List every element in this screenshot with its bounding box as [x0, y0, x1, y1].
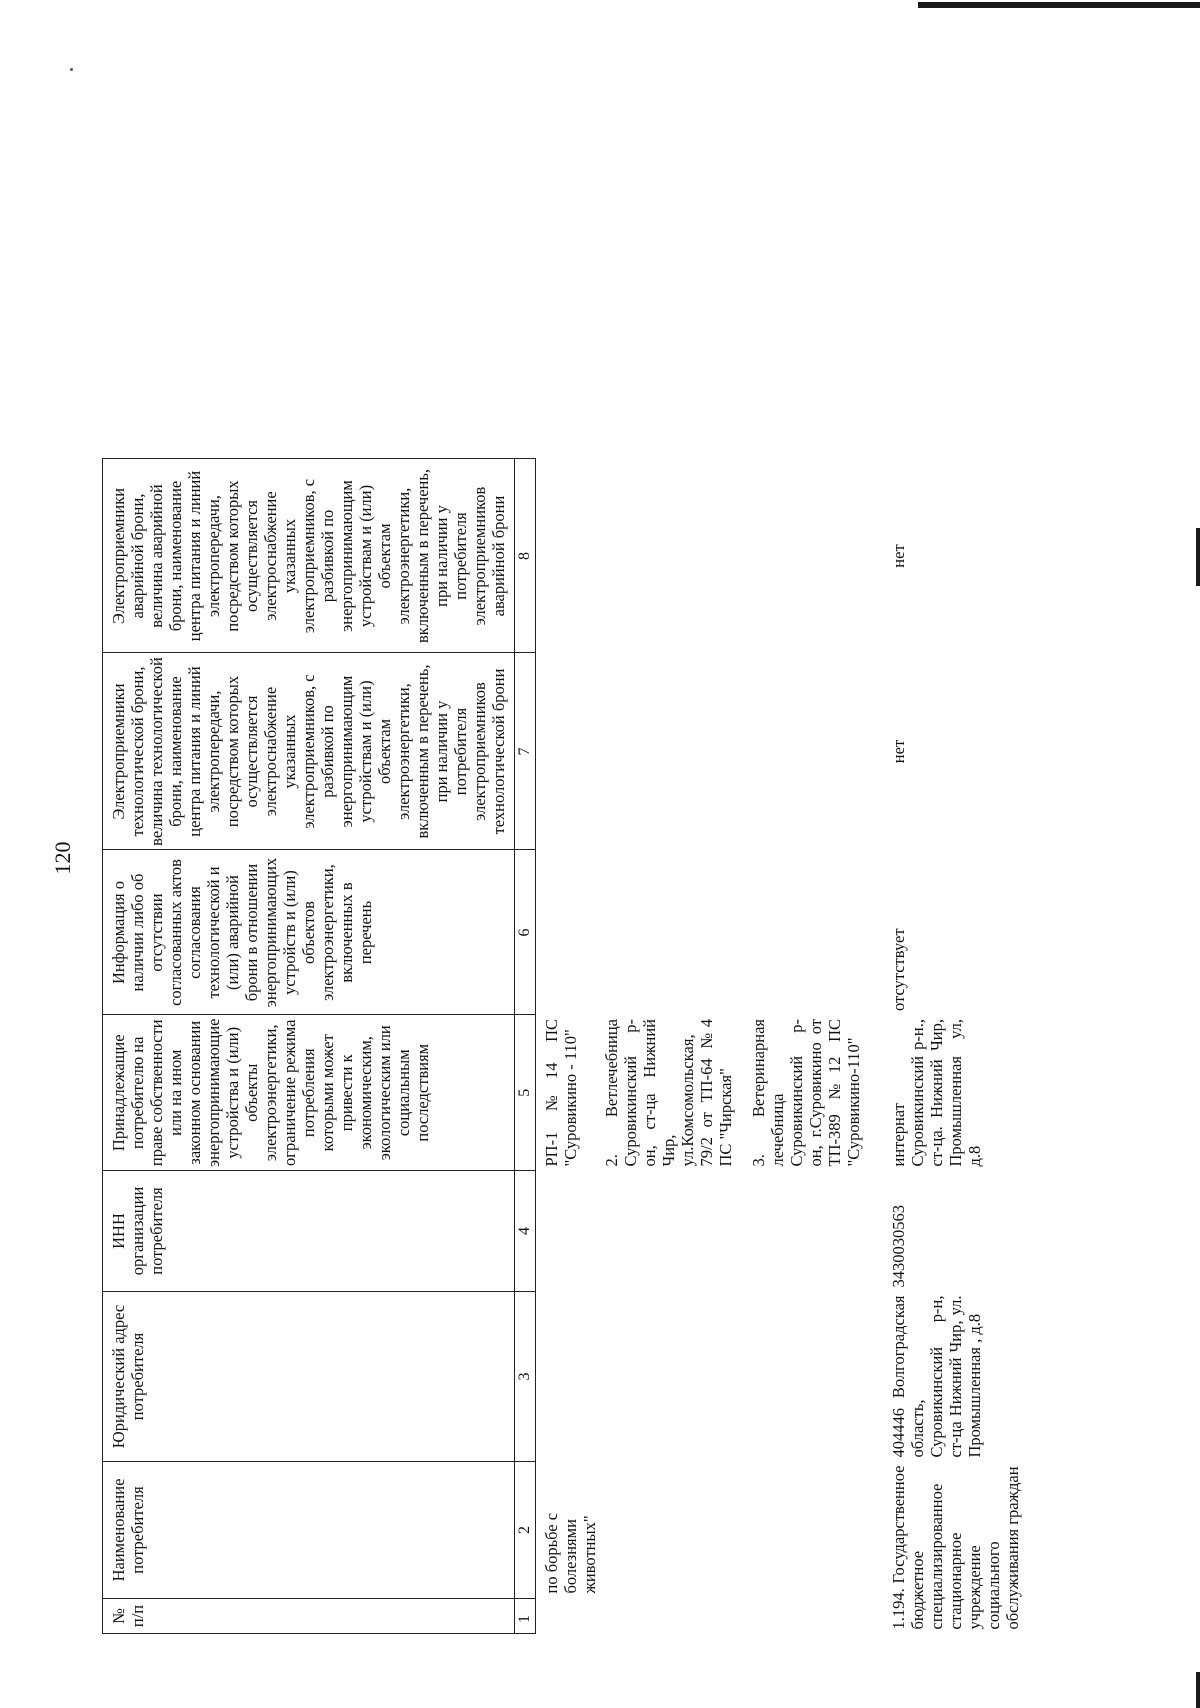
row-acts: отсутствует — [889, 928, 908, 1011]
header-consumer-name: Наименование потребителя — [103, 1462, 515, 1599]
row-objects: интернат Суровикинский р-н., ст-ца. Нижний Чир, Промышленная ул, д.8 — [889, 1019, 984, 1167]
header-legal-address: Юридический адрес потребителя — [103, 1292, 515, 1462]
consumer-table — [102, 265, 1028, 1635]
continuation-object-1: РП-1 №14 ПС "Суровикино - 110" — [542, 1019, 580, 1167]
header-objects: Принадлежащие потребителю на праве собственности или на ином законном основании энергопринимающие устройства и (или) объекты электроэнергетики, ограничение режима потребления которыми может привести к экономическим, экологическим или социальным последствиям — [103, 1015, 515, 1171]
row-legal-address: 404446 Волгоградская область, Суровикинский р-н, ст-ца Нижний Чир, ул. Промышленная , д.8 — [889, 1295, 984, 1458]
column-number: 5 — [515, 1015, 536, 1171]
column-number-row — [515, 265, 536, 1634]
row-tech-reserve: нет — [889, 739, 908, 764]
row-inn: 3430030563 — [889, 1205, 908, 1288]
header-tech-reserve: Электроприемники технологической брони, величина технологической брони, наименование центра питания и линий электропередачи, посредством которых осуществляется электроснабжение указанных электроприемников, с разбивкой по энергопринимающим устройствам и (или) объектам электроэнергетики, включенным в перечень, при наличии у потребителя электроприемников технологической брони — [103, 653, 515, 850]
continuation-row — [536, 265, 884, 1634]
column-number: 6 — [515, 850, 536, 1015]
column-number: 4 — [515, 1171, 536, 1292]
row-number-and-name — [883, 1462, 1028, 1634]
scan-speck — [70, 68, 73, 71]
row-number: 1.194. — [889, 1588, 908, 1630]
header-emergency-reserve: Электроприемники аварийной брони, величина аварийной брони, наименование центра питания и линий электропередачи, посредством которых осуществляется электроснабжение указанных электроприемников, с разбивкой по энергопринимающим устройствам и (или) объектам электроэнергетики, включенным в перечень, при наличии у потребителя электроприемников аварийной брони — [103, 459, 515, 653]
continuation-name-tail: по борьбе с болезнями животных" — [542, 1512, 599, 1594]
header-inn: ИНН организации потребителя — [103, 1171, 515, 1292]
column-number: 8 — [515, 459, 536, 653]
column-number: 3 — [515, 1292, 536, 1462]
row-consumer-name: Государственное бюджетное специализированное стационарное учреждение социального обслуживания граждан — [889, 1465, 1022, 1630]
column-number: 1 — [515, 1599, 536, 1634]
page-number: 120 — [50, 841, 75, 875]
continuation-object-3: 3. Ветеринарная лечебница Суровикинский р-он, г.Суровикино от ТП-389 №12 ПС "Суровикино-110" — [749, 1019, 863, 1167]
continuation-objects-cell — [536, 1015, 884, 1171]
header-number: № п/п — [103, 1599, 515, 1634]
header-row — [103, 265, 515, 1634]
column-number: 2 — [515, 1462, 536, 1599]
continuation-object-2: 2. Ветлечебница Суровикинский р-он, ст-ца Нижний Чир, ул.Комсомольская, 79/2 от ТП-64 №4 ПС "Чирская" — [602, 1019, 735, 1167]
row-emergency-reserve: нет — [889, 544, 908, 568]
continuation-name-cell — [536, 1462, 884, 1634]
table-row — [883, 265, 1028, 1634]
header-acts: Информация о наличии либо об отсутствии согласованных актов согласования технологической и (или) аварийной брони в отношении энергопринимающих устройств и (или) объектов электроэнергетики, включенных в перечень — [103, 850, 515, 1015]
column-number: 7 — [515, 653, 536, 850]
